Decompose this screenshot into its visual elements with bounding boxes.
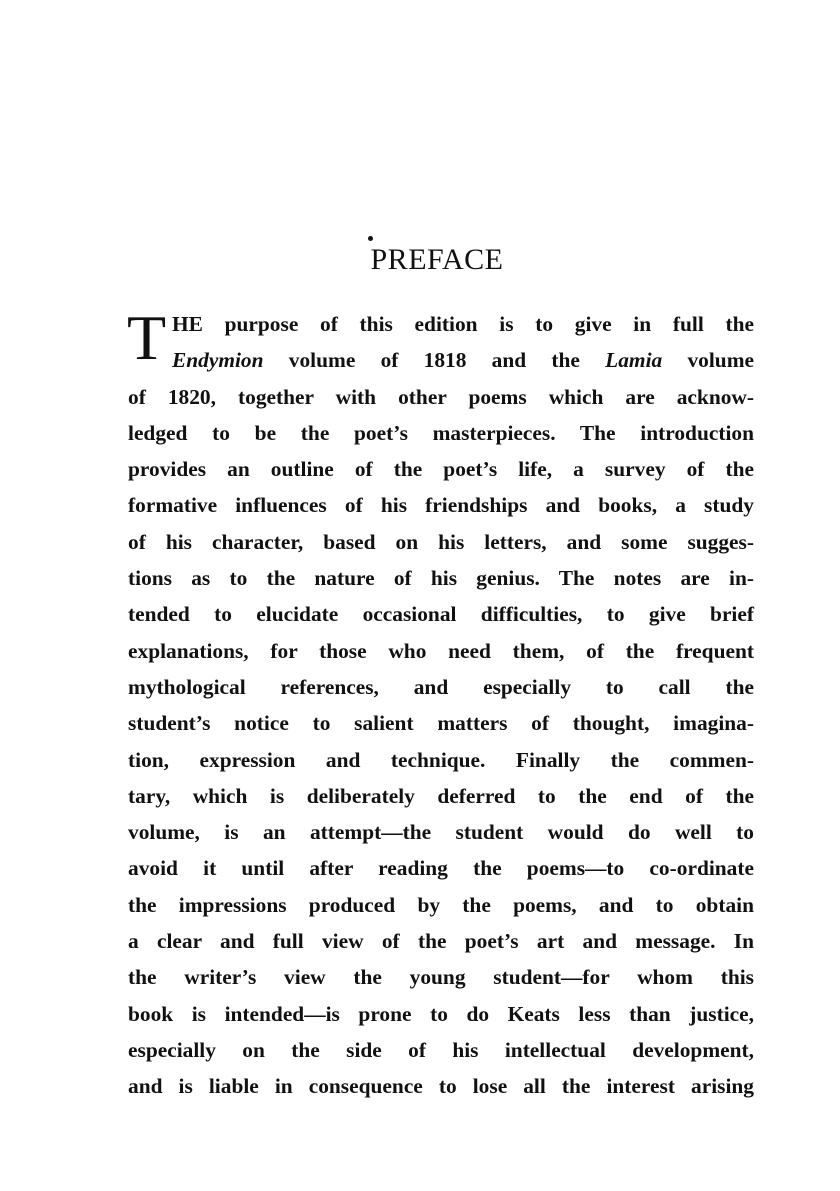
text-line: especially on the side of his intellectual development, bbox=[128, 1037, 754, 1062]
text-line: provides an outline of the poet’s life, a survey of the bbox=[128, 457, 754, 482]
text-line: student’s notice to salient matters of thought, imagina- bbox=[128, 711, 754, 736]
text-line: formative influences of his friendships and books, a study bbox=[128, 493, 754, 518]
text-line: of his character, based on his letters, and some sugges- bbox=[128, 529, 754, 554]
text-line: the writer’s view the young student—for whom this bbox=[128, 965, 754, 990]
text-line: tions as to the nature of his genius. The notes are in- bbox=[128, 566, 754, 591]
text-line: tion, expression and technique. Finally the commen- bbox=[128, 747, 754, 772]
text-line: ledged to be the poet’s masterpieces. The introduction bbox=[128, 420, 754, 445]
preface-body bbox=[127, 302, 755, 1105]
text-line: of 1820, together with other poems which are acknow- bbox=[128, 384, 754, 409]
text-line: HE purpose of this edition is to give in full the bbox=[172, 312, 754, 336]
text-line: tary, which is deliberately deferred to the end of the bbox=[128, 783, 754, 808]
text-line: and is liable in consequence to lose all the interest arising bbox=[128, 1074, 754, 1099]
text-line: the impressions produced by the poems, and to obtain bbox=[128, 892, 754, 917]
drop-cap: T bbox=[127, 302, 167, 373]
text-line: Endymion volume of 1818 and the Lamia volume bbox=[172, 348, 755, 373]
text-line: explanations, for those who need them, of the frequent bbox=[128, 638, 754, 663]
title-endymion: Endymion bbox=[172, 348, 264, 373]
text-line: book is intended—is prone to do Keats less than justice, bbox=[128, 1001, 754, 1026]
text-line: a clear and full view of the poet’s art and message. In bbox=[128, 929, 754, 954]
page-title: PREFACE bbox=[370, 243, 504, 276]
print-dot bbox=[368, 236, 373, 241]
text-line: mythological references, and especially to call the bbox=[128, 674, 754, 699]
text-line: volume, is an attempt—the student would do well to bbox=[128, 820, 754, 845]
text-line: avoid it until after reading the poems—to co-ordinate bbox=[128, 856, 754, 881]
title-lamia: Lamia bbox=[605, 348, 663, 373]
text-line: tended to elucidate occasional difficulties, to give brief bbox=[128, 602, 754, 627]
